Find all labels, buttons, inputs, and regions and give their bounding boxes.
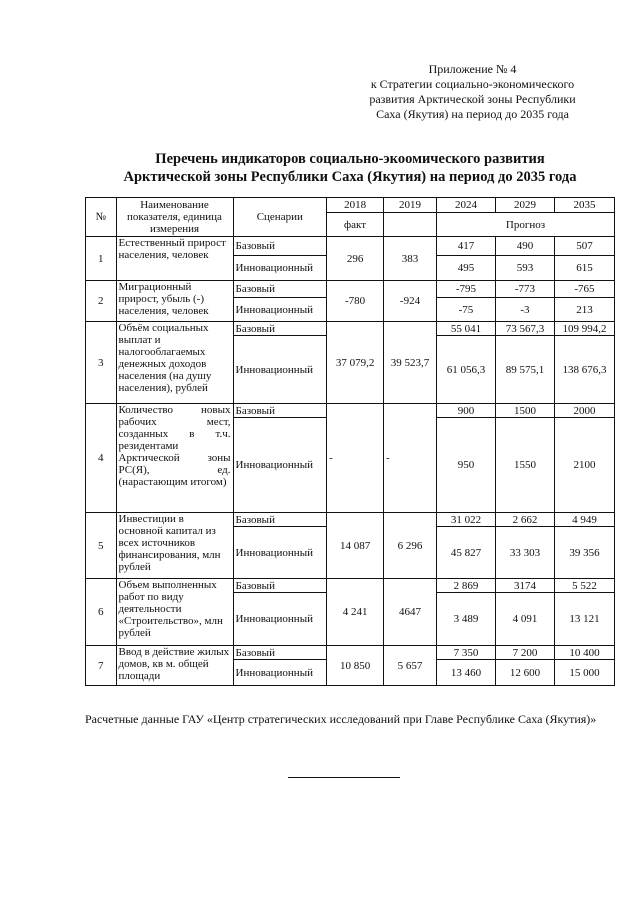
document-title (60, 150, 640, 186)
row-indicator: Объём социальных выплат и налогооблагаемых денежных доходов населения (на душу населения), рублей (116, 322, 233, 404)
title-line: Арктической зоны Республики Саха (Якутия) на период до 2035 года (123, 169, 577, 185)
value-2029: 12 600 (495, 660, 554, 686)
value-2019: 383 (384, 237, 437, 281)
value-2035: 15 000 (554, 660, 614, 686)
value-2019: 6 296 (384, 513, 437, 579)
scenario-innov: Инновационный (233, 336, 327, 404)
table-row (86, 281, 615, 298)
header-fact: факт (327, 213, 384, 237)
value-2018: 14 087 (327, 513, 384, 579)
appendix-line: к Стратегии социально-экономического (370, 77, 575, 91)
closing-line (288, 777, 400, 778)
value-2029: 4 091 (495, 593, 554, 646)
row-num: 4 (86, 404, 117, 513)
value-2018: - (327, 404, 384, 513)
appendix-line: развития Арктической зоны Республики (369, 92, 576, 106)
table-row (86, 322, 615, 336)
value-2019: 39 523,7 (384, 322, 437, 404)
value-2018: 37 079,2 (327, 322, 384, 404)
row-num: 7 (86, 646, 117, 686)
value-2035: 10 400 (554, 646, 614, 660)
value-2018: 296 (327, 237, 384, 281)
value-2029: -3 (495, 298, 554, 322)
value-2024: 55 041 (436, 322, 495, 336)
value-2029: 73 567,3 (495, 322, 554, 336)
value-2029: 1500 (495, 404, 554, 418)
value-2018: -780 (327, 281, 384, 322)
scenario-base: Базовый (233, 646, 327, 660)
value-2024: -795 (436, 281, 495, 298)
scenario-base: Базовый (233, 579, 327, 593)
value-2029: 33 303 (495, 527, 554, 579)
row-indicator: Объем выполненных работ по виду деятельности «Строительство», млн рублей (116, 579, 233, 646)
value-2024: 900 (436, 404, 495, 418)
header-cell-empty (384, 213, 437, 237)
title-line: Перечень индикаторов социально-экоомического развития (155, 151, 545, 167)
header-year: 2035 (554, 198, 614, 213)
value-2035: 109 994,2 (554, 322, 614, 336)
value-2029: 7 200 (495, 646, 554, 660)
value-2035: -765 (554, 281, 614, 298)
value-2029: -773 (495, 281, 554, 298)
value-2019: - (384, 404, 437, 513)
appendix-line: Приложение № 4 (428, 62, 517, 76)
value-2018: 4 241 (327, 579, 384, 646)
scenario-innov: Инновационный (233, 256, 327, 281)
value-2035: 2100 (554, 418, 614, 513)
header-forecast: Прогноз (436, 213, 614, 237)
value-2024: 13 460 (436, 660, 495, 686)
row-indicator: Ввод в действие жилых домов, кв м. общей площади (116, 646, 233, 686)
value-2029: 1550 (495, 418, 554, 513)
scenario-innov: Инновационный (233, 298, 327, 322)
value-2024: 417 (436, 237, 495, 256)
header-year: 2024 (436, 198, 495, 213)
value-2024: 950 (436, 418, 495, 513)
value-2024: 2 869 (436, 579, 495, 593)
row-num: 1 (86, 237, 117, 281)
header-row (86, 198, 615, 213)
header-year: 2019 (384, 198, 437, 213)
value-2029: 490 (495, 237, 554, 256)
appendix-line: Саха (Якутия) на период до 2035 года (376, 107, 569, 121)
value-2035: 5 522 (554, 579, 614, 593)
row-indicator: Количество новых рабочих мест, созданных в т.ч. резидентами Арктической зоны РС(Я), ед. (нарастающим итогом) (116, 404, 233, 513)
row-num: 3 (86, 322, 117, 404)
table-row (86, 513, 615, 527)
scenario-innov: Инновационный (233, 593, 327, 646)
appendix-caption (340, 62, 605, 122)
value-2035: 4 949 (554, 513, 614, 527)
value-2018: 10 850 (327, 646, 384, 686)
table-row (86, 237, 615, 256)
value-2024: 31 022 (436, 513, 495, 527)
row-num: 2 (86, 281, 117, 322)
value-2029: 2 662 (495, 513, 554, 527)
table-row (86, 579, 615, 593)
scenario-base: Базовый (233, 404, 327, 418)
scenario-base: Базовый (233, 281, 327, 298)
row-indicator: Миграционный прирост, убыль (-) населения, человек (116, 281, 233, 322)
scenario-innov: Инновационный (233, 660, 327, 686)
header-indicator: Наименование показателя, единица измерения (116, 198, 233, 237)
value-2035: 39 356 (554, 527, 614, 579)
header-scenario: Сценарии (233, 198, 327, 237)
value-2024: 3 489 (436, 593, 495, 646)
value-2019: -924 (384, 281, 437, 322)
value-2029: 593 (495, 256, 554, 281)
table-row (86, 404, 615, 418)
value-2019: 4647 (384, 579, 437, 646)
value-2024: -75 (436, 298, 495, 322)
table-row (86, 646, 615, 660)
value-2024: 495 (436, 256, 495, 281)
value-2029: 89 575,1 (495, 336, 554, 404)
row-num: 5 (86, 513, 117, 579)
scenario-innov: Инновационный (233, 418, 327, 513)
value-2029: 3174 (495, 579, 554, 593)
indicators-table (85, 197, 615, 686)
value-2024: 61 056,3 (436, 336, 495, 404)
value-2035: 138 676,3 (554, 336, 614, 404)
header-year: 2029 (495, 198, 554, 213)
value-2035: 13 121 (554, 593, 614, 646)
source-footnote: Расчетные данные ГАУ «Центр стратегических исследований при Главе Республике Саха (Якутия)» (85, 712, 597, 726)
scenario-innov: Инновационный (233, 527, 327, 579)
scenario-base: Базовый (233, 237, 327, 256)
header-num: № (86, 198, 117, 237)
value-2024: 7 350 (436, 646, 495, 660)
value-2035: 213 (554, 298, 614, 322)
row-num: 6 (86, 579, 117, 646)
value-2019: 5 657 (384, 646, 437, 686)
row-indicator: Естественный прирост населения, человек (116, 237, 233, 281)
value-2035: 2000 (554, 404, 614, 418)
value-2024: 45 827 (436, 527, 495, 579)
row-indicator: Инвестиции в основной капитал из всех источников финансирования, млн рублей (116, 513, 233, 579)
value-2035: 615 (554, 256, 614, 281)
scenario-base: Базовый (233, 322, 327, 336)
value-2035: 507 (554, 237, 614, 256)
header-year: 2018 (327, 198, 384, 213)
scenario-base: Базовый (233, 513, 327, 527)
